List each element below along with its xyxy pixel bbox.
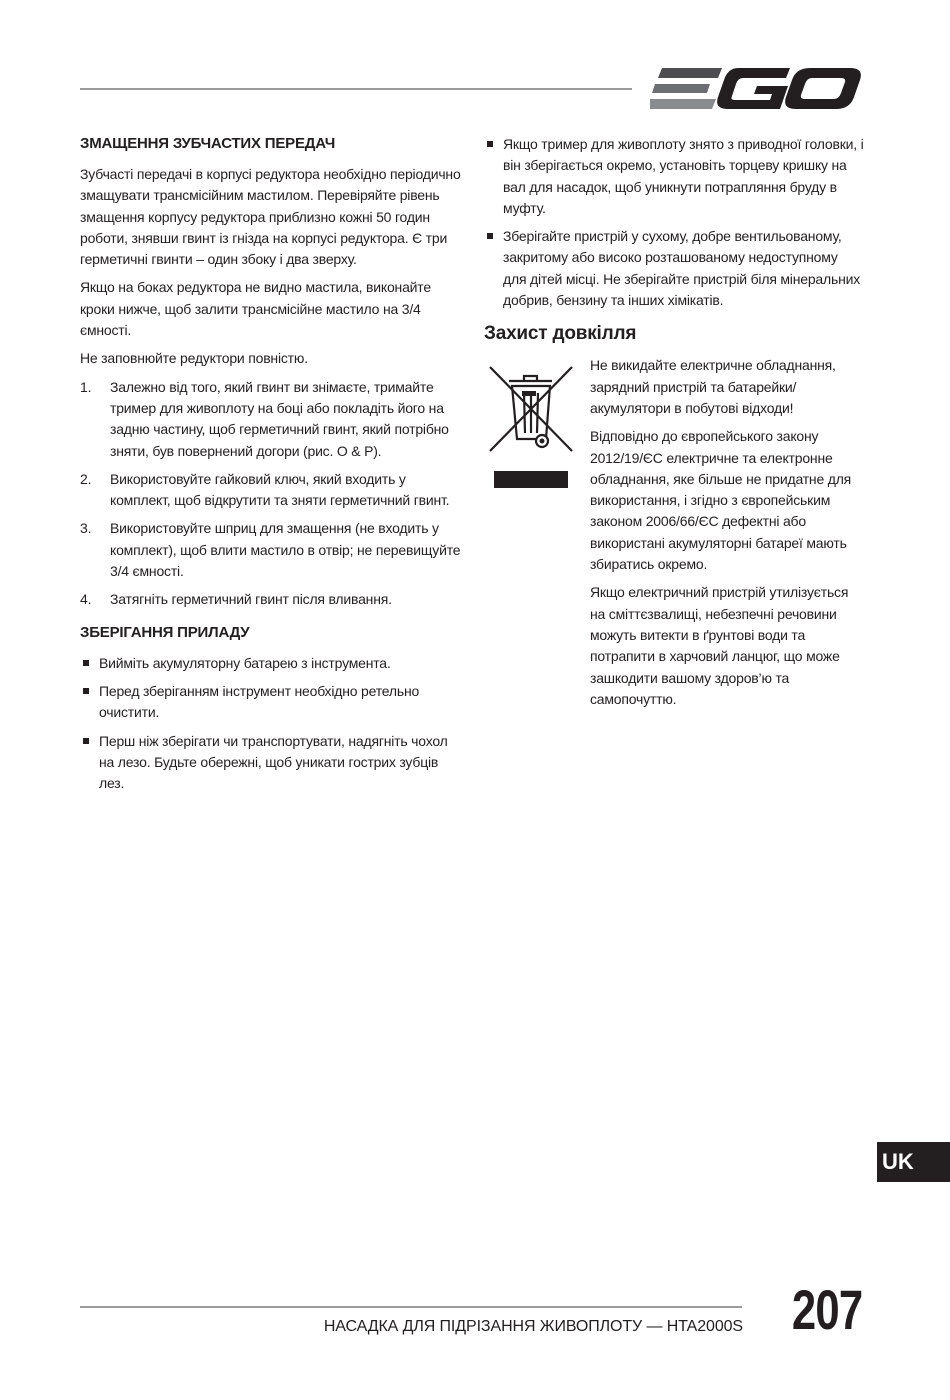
right-column: [484, 134, 864, 717]
storage-bullet: Перш ніж зберігати чи транспортувати, надягніть чохол на лезо. Будьте обережні, щоб уникати гострих зубців лез.: [80, 731, 465, 795]
storage-list-right: [484, 134, 864, 311]
lubrication-heading: ЗМАЩЕННЯ ЗУБЧАСТИХ ПЕРЕДАЧ: [80, 135, 336, 152]
ego-logo: [650, 64, 862, 114]
lubrication-paragraph-2: Якщо на боках редуктора не видно мастила, виконайте кроки нижче, щоб залити трансмісійне мастило на 3/4 ємності.: [80, 279, 431, 339]
footer-title: НАСАДКА ДЛЯ ПІДРІЗАННЯ ЖИВОПЛОТУ — HTA2000S: [323, 1318, 743, 1335]
step-item: 2. Використовуйте гайковий ключ, який входить у комплект, щоб відкрутити та зняти герметичний гвинт.: [80, 470, 450, 509]
lubrication-steps: [80, 377, 465, 611]
environment-paragraph-2: Відповідно до європейського закону 2012/19/ЄС електричне та електронне обладнання, яке більше не придатне для використання, і згідно з європейським законом 2006/66/ЄС дефектні або використані акумуляторні батареї мають збиратись окремо.: [590, 428, 852, 573]
storage-bullet: Вийміть акумуляторну батарею з інструмента.: [80, 653, 465, 674]
step-item: 1. Залежно від того, який гвинт ви знімаєте, тримайте тример для живоплоту на боці або покладіть його на задню частину, щоб герметичний гвинт, який потрібно зняти, був повернений догори (рис. O & P).: [80, 378, 449, 459]
storage-bullet: Якщо тример для живоплоту знято з приводної головки, і він зберігається окремо, установіть торцеву кришку на вал для насадок, щоб уникнути потрапляння бруду в муфту.: [484, 134, 864, 219]
bullet-square-icon: [487, 233, 493, 239]
left-column: [80, 134, 465, 801]
storage-heading: ЗБЕРІГАННЯ ПРИЛАДУ: [80, 623, 250, 641]
page-number: 207: [791, 1278, 862, 1341]
bullet-square-icon: [83, 688, 89, 694]
environment-paragraph-3: Якщо електричний пристрій утилізується на сміттєзвалищі, небезпечні речовини можуть витекти в ґрунтові води та потрапити в харчовий ланцюг, що може зашкодити вашому здоров’ю та самопочуттю.: [590, 584, 849, 707]
storage-bullet: Зберігайте пристрій у сухому, добре вентильованому, закритому або високо розташованому недоступному для дітей місці. Не зберігайте пристрій біля мінеральних добрив, бензину та інших хімікатів.: [484, 226, 864, 311]
lubrication-paragraph-1: Зубчасті передачі в корпусі редуктора необхідно періодично змащувати трансмісійним мастилом. Перевіряйте рівень змащення корпусу редуктора приблизно кожні 50 годин роботи, знявши гвинт із гнізда на корпусі редуктора. Є три герметичні гвинти – один збоку і два зверху.: [80, 166, 461, 268]
header-rule: [80, 88, 632, 90]
weee-crossed-bin-icon: [484, 359, 579, 489]
environment-section: [484, 355, 864, 710]
step-item: 3. Використовуйте шприц для змащення (не входить у комплект), щоб влити мастило в отвір; не перевищуйте 3/4 ємності.: [80, 520, 461, 580]
bullet-square-icon: [83, 660, 89, 666]
bullet-square-icon: [83, 738, 89, 744]
environment-heading: Захист довкілля: [484, 323, 637, 345]
bullet-square-icon: [487, 141, 493, 147]
environment-paragraph-1: Не викидайте електричне обладнання, зарядний пристрій та батарейки/акумулятори в побутові відходи!: [590, 357, 836, 416]
language-tab: UK: [877, 1142, 950, 1182]
storage-list-left: [80, 653, 465, 795]
storage-bullet: Перед зберіганням інструмент необхідно ретельно очистити.: [80, 681, 465, 724]
lubrication-paragraph-3: Не заповнюйте редуктори повністю.: [80, 350, 308, 367]
step-item: 4. Затягніть герметичний гвинт після вливання.: [80, 591, 392, 608]
footer-rule: [80, 1306, 742, 1308]
